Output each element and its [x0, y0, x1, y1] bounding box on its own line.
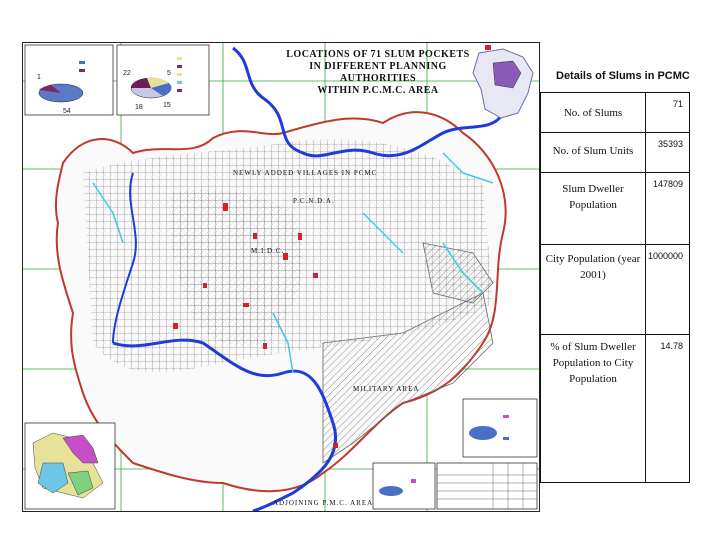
pie-middle-count-4: 15: [163, 102, 171, 109]
details-title: Details of Slums in PCMC: [556, 70, 690, 82]
map-title: [273, 49, 483, 97]
label-adjoining: ADJOINING P.M.C. AREA: [273, 499, 374, 507]
table-row: [541, 173, 690, 245]
inset-box-pie-bottom: [373, 463, 435, 509]
row-value-slums: 71: [646, 93, 690, 133]
pie-middle-count-2: 5: [167, 70, 171, 77]
inset-table-bottom: [437, 463, 537, 509]
table-row: [541, 335, 690, 483]
label-newly-added: NEWLY ADDED VILLAGES IN PCMC: [233, 169, 378, 177]
label-midc: M.I.D.C.: [251, 247, 285, 255]
row-value-city-pop: 1000000: [646, 245, 690, 335]
map-title-line-3: WITHIN P.C.M.C. AREA: [317, 85, 439, 96]
label-military: MILITARY AREA: [353, 385, 420, 393]
row-value-percent: 14.78: [646, 335, 690, 483]
pie-left-count-2: 54: [63, 108, 71, 115]
row-label-percent: % of Slum Dweller Population to City Population: [541, 335, 646, 483]
label-pcnda: P.C.N.D.A.: [293, 197, 335, 205]
map-canvas: [23, 43, 539, 511]
table-row: [541, 133, 690, 173]
pie-middle-count-3: 18: [135, 104, 143, 111]
row-label-city-pop: City Population (year 2001): [541, 245, 646, 335]
details-table: [540, 92, 690, 483]
map-title-line-1: LOCATIONS OF 71 SLUM POCKETS: [286, 49, 470, 60]
table-row: [541, 93, 690, 133]
row-label-units: No. of Slum Units: [541, 133, 646, 173]
map-title-line-2: IN DIFFERENT PLANNING AUTHORITIES: [309, 61, 447, 84]
row-value-dweller: 147809: [646, 173, 690, 245]
pie-middle-count-1: 22: [123, 70, 131, 77]
pie-left-count-1: 1: [37, 74, 41, 81]
slum-location-map: [22, 42, 540, 512]
table-row: [541, 245, 690, 335]
row-label-slums: No. of Slums: [541, 93, 646, 133]
row-value-units: 35393: [646, 133, 690, 173]
row-label-dweller: Slum Dweller Population: [541, 173, 646, 245]
